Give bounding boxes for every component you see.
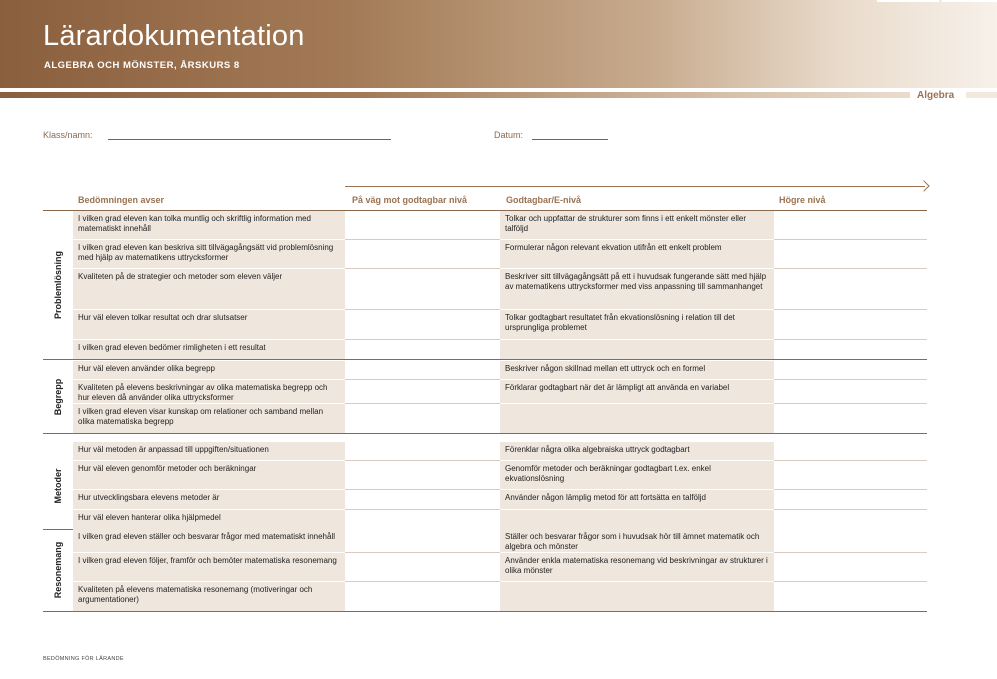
acceptable-cell: Använder någon lämplig metod för att fortsätta en talföljd bbox=[500, 490, 774, 510]
higher-cell[interactable] bbox=[774, 529, 927, 553]
criterion-cell: Hur väl eleven hanterar olika hjälpmedel bbox=[73, 510, 345, 529]
group-label: Begrepp bbox=[53, 378, 63, 416]
higher-cell[interactable] bbox=[774, 361, 927, 380]
criteria-group bbox=[43, 442, 927, 529]
column-headers bbox=[0, 186, 997, 211]
table-row bbox=[73, 361, 927, 380]
table-row bbox=[73, 269, 927, 310]
page-header bbox=[0, 0, 997, 88]
higher-cell[interactable] bbox=[774, 404, 927, 433]
column-header-higher: Högre nivå bbox=[779, 195, 826, 205]
group-label-wrap bbox=[43, 442, 73, 529]
criterion-cell: Kvaliteten på elevens beskrivningar av olika matematiska begrepp och hur eleven då använder olika uttrycksformer bbox=[73, 380, 345, 404]
date-label: Datum: bbox=[494, 130, 524, 140]
corner-mark bbox=[877, 0, 939, 2]
towards-cell[interactable] bbox=[345, 490, 500, 510]
towards-cell[interactable] bbox=[345, 404, 500, 433]
acceptable-cell bbox=[500, 340, 774, 359]
acceptable-cell bbox=[500, 582, 774, 611]
class-name-label: Klass/namn: bbox=[43, 130, 93, 140]
acceptable-cell: Tolkar godtagbart resultatet från ekvationslösning i relation till det ursprungliga problemet bbox=[500, 310, 774, 340]
criterion-cell: I vilken grad eleven visar kunskap om relationer och samband mellan olika matematiska begrepp bbox=[73, 404, 345, 433]
criteria-group bbox=[43, 529, 927, 611]
group-rule bbox=[43, 433, 927, 434]
header-band bbox=[0, 92, 910, 98]
section-tab: Algebra bbox=[917, 90, 955, 101]
higher-cell[interactable] bbox=[774, 211, 927, 240]
acceptable-cell: Beskriver någon skillnad mellan ett uttryck och en formel bbox=[500, 361, 774, 380]
column-header-acceptable: Godtagbar/E-nivå bbox=[506, 195, 582, 205]
table-row bbox=[73, 340, 927, 359]
towards-cell[interactable] bbox=[345, 211, 500, 240]
criterion-cell: Hur väl eleven använder olika begrepp bbox=[73, 361, 345, 380]
acceptable-cell: Använder enkla matematiska resonemang vid beskrivningar av strukturer i olika mönster bbox=[500, 553, 774, 582]
acceptable-cell bbox=[500, 510, 774, 529]
group-label: Metoder bbox=[53, 467, 63, 504]
page-footer: BEDÖMNING FÖR LÄRANDE bbox=[43, 656, 124, 662]
criterion-cell: Hur väl eleven tolkar resultat och drar slutsatser bbox=[73, 310, 345, 340]
towards-cell[interactable] bbox=[345, 461, 500, 490]
criterion-cell: Kvaliteten på elevens matematiska resonemang (motiveringar och argumentationer) bbox=[73, 582, 345, 611]
higher-cell[interactable] bbox=[774, 490, 927, 510]
table-row bbox=[73, 211, 927, 240]
towards-cell[interactable] bbox=[345, 269, 500, 310]
page-title: Lärardokumentation bbox=[43, 20, 305, 52]
table-row bbox=[73, 380, 927, 404]
group-label: Problemlösning bbox=[53, 250, 63, 320]
acceptable-cell: Ställer och besvarar frågor som i huvudsak hör till ämnet matematik och algebra och mönster bbox=[500, 529, 774, 553]
criterion-cell: I vilken grad eleven ställer och besvarar frågor med matematiskt innehåll bbox=[73, 529, 345, 553]
criterion-cell: Hur väl eleven genomför metoder och beräkningar bbox=[73, 461, 345, 490]
towards-cell[interactable] bbox=[345, 529, 500, 553]
acceptable-cell: Tolkar och uppfattar de strukturer som finns i ett enkelt mönster eller talföljd bbox=[500, 211, 774, 240]
table-row bbox=[73, 310, 927, 340]
towards-cell[interactable] bbox=[345, 340, 500, 359]
acceptable-cell: Beskriver sitt tillvägagångsätt på ett i huvudsak fungerande sätt med hjälp av matematikens uttrycksformer med viss anpassning till sammanhanget bbox=[500, 269, 774, 310]
towards-cell[interactable] bbox=[345, 361, 500, 380]
towards-cell[interactable] bbox=[345, 582, 500, 611]
table-row bbox=[73, 582, 927, 611]
higher-cell[interactable] bbox=[774, 240, 927, 269]
criterion-cell: I vilken grad eleven kan tolka muntlig och skriftlig information med matematiskt innehåll bbox=[73, 211, 345, 240]
date-field[interactable] bbox=[532, 139, 608, 140]
higher-cell[interactable] bbox=[774, 582, 927, 611]
column-header-assessment: Bedömningen avser bbox=[78, 195, 165, 205]
towards-cell[interactable] bbox=[345, 310, 500, 340]
acceptable-cell: Formulerar någon relevant ekvation utifrån ett enkelt problem bbox=[500, 240, 774, 269]
table-row bbox=[73, 442, 927, 461]
acceptable-cell: Förenklar några olika algebraiska uttryck godtagbart bbox=[500, 442, 774, 461]
higher-cell[interactable] bbox=[774, 310, 927, 340]
towards-cell[interactable] bbox=[345, 380, 500, 404]
higher-cell[interactable] bbox=[774, 510, 927, 529]
criterion-cell: I vilken grad eleven bedömer rimligheten i ett resultat bbox=[73, 340, 345, 359]
column-header-towards: På väg mot godtagbar nivå bbox=[352, 195, 468, 205]
group-label-wrap bbox=[43, 361, 73, 433]
class-name-field[interactable] bbox=[108, 139, 391, 140]
group-label-wrap bbox=[43, 211, 73, 359]
group-label-wrap bbox=[43, 529, 73, 611]
higher-cell[interactable] bbox=[774, 461, 927, 490]
arrow-head-icon bbox=[918, 180, 929, 191]
higher-cell[interactable] bbox=[774, 340, 927, 359]
acceptable-cell: Genomför metoder och beräkningar godtagbart t.ex. enkel ekvationslösning bbox=[500, 461, 774, 490]
table-row bbox=[73, 510, 927, 529]
table-row bbox=[73, 461, 927, 490]
group-label: Resonemang bbox=[53, 541, 63, 599]
towards-cell[interactable] bbox=[345, 240, 500, 269]
table-row bbox=[73, 490, 927, 510]
header-band-end bbox=[966, 92, 997, 98]
towards-cell[interactable] bbox=[345, 553, 500, 582]
towards-cell[interactable] bbox=[345, 442, 500, 461]
criterion-cell: Hur utvecklingsbara elevens metoder är bbox=[73, 490, 345, 510]
higher-cell[interactable] bbox=[774, 553, 927, 582]
higher-cell[interactable] bbox=[774, 380, 927, 404]
criteria-group bbox=[43, 211, 927, 359]
criterion-cell: I vilken grad eleven följer, framför och bemöter matematiska resonemang bbox=[73, 553, 345, 582]
criteria-group bbox=[43, 361, 927, 433]
group-rule bbox=[43, 359, 927, 360]
towards-cell[interactable] bbox=[345, 510, 500, 529]
higher-cell[interactable] bbox=[774, 269, 927, 310]
acceptable-cell bbox=[500, 404, 774, 433]
progression-arrow bbox=[345, 186, 925, 187]
criterion-cell: I vilken grad eleven kan beskriva sitt tillvägagångsätt vid problemlösning med hjälp av matematikens uttrycksformer bbox=[73, 240, 345, 269]
criterion-cell: Kvaliteten på de strategier och metoder som eleven väljer bbox=[73, 269, 345, 310]
acceptable-cell: Förklarar godtagbart när det är lämpligt att använda en variabel bbox=[500, 380, 774, 404]
table-row bbox=[73, 553, 927, 582]
page-subtitle: ALGEBRA OCH MÖNSTER, ÅRSKURS 8 bbox=[44, 60, 240, 71]
table-row bbox=[73, 404, 927, 433]
corner-mark bbox=[942, 0, 997, 2]
criterion-cell: Hur väl metoden är anpassad till uppgiften/situationen bbox=[73, 442, 345, 461]
table-row bbox=[73, 240, 927, 269]
group-rule bbox=[43, 611, 927, 612]
table-row bbox=[73, 529, 927, 553]
higher-cell[interactable] bbox=[774, 442, 927, 461]
